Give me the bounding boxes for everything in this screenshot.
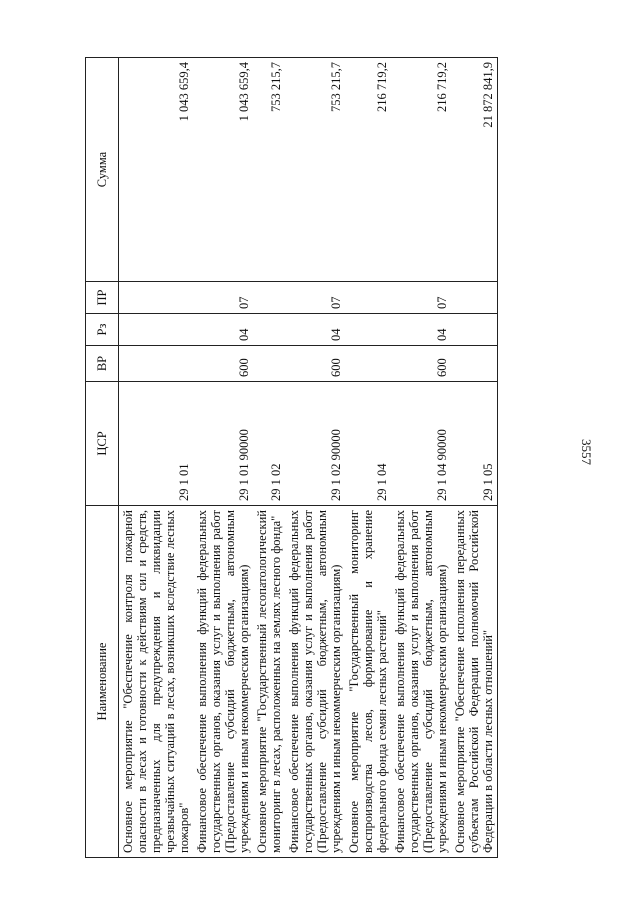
- row-name: Финансовое обеспечение выполнения функций федеральных государственных органов, оказания услуг и выполнения работ (Предоставление субсидий бюджетным, автономным учреждениям и иным некоммерческим организациям): [391, 506, 451, 858]
- row-csr: 29 1 01 90000: [193, 382, 253, 506]
- row-vr: 600: [391, 346, 451, 382]
- header-name: Наименование: [86, 506, 119, 858]
- row-rz: [253, 314, 285, 346]
- row-name: Финансовое обеспечение выполнения функций федеральных государственных органов, оказания услуг и выполнения работ (Предоставление субсидий бюджетным, автономным учреждениям и иным некоммерческим организациям): [285, 506, 345, 858]
- row-name: Основное мероприятие "Государственный лесопатологический мониторинг в лесах, расположенных на землях лесного фонда": [253, 506, 285, 858]
- table-row: [285, 58, 345, 858]
- row-pr: 07: [391, 282, 451, 314]
- row-sum: 753 215,7: [285, 58, 345, 282]
- row-pr: [345, 282, 391, 314]
- row-name: Основное мероприятие "Государственный мониторинг воспроизводства лесов, формирование и хранение федерального фонда семян лесных растений": [345, 506, 391, 858]
- header-csr: ЦСР: [86, 382, 119, 506]
- row-rz: 04: [193, 314, 253, 346]
- row-csr: 29 1 01: [119, 382, 194, 506]
- row-rz: [345, 314, 391, 346]
- row-name: Финансовое обеспечение выполнения функций федеральных государственных органов, оказания услуг и выполнения работ (Предоставление субсидий бюджетным, автономным учреждениям и иным некоммерческим организациям): [193, 506, 253, 858]
- header-vr: ВР: [86, 346, 119, 382]
- row-name: Основное мероприятие "Обеспечение исполнения переданных субъектам Российской Федерации полномочий Российской Федерации в области лесных отношений": [451, 506, 498, 858]
- row-pr: [451, 282, 498, 314]
- table-header-row: [86, 58, 119, 858]
- row-sum: 1 043 659,4: [119, 58, 194, 282]
- row-csr: 29 1 02 90000: [285, 382, 345, 506]
- row-rz: 04: [391, 314, 451, 346]
- row-rz: 04: [285, 314, 345, 346]
- table-row: [253, 58, 285, 858]
- row-sum: 216 719,2: [345, 58, 391, 282]
- row-vr: [253, 346, 285, 382]
- table-row: [193, 58, 253, 858]
- header-pr: ПР: [86, 282, 119, 314]
- row-csr: 29 1 05: [451, 382, 498, 506]
- row-pr: [253, 282, 285, 314]
- row-rz: [451, 314, 498, 346]
- budget-table-container: [85, 58, 529, 858]
- row-name: Основное мероприятие "Обеспечение контроля пожарной опасности в лесах и готовности к действиям сил и средств, предназначенных для предупреждения и ликвидации чрезвычайных ситуаций в лесах, возникших вследствие лесных пожаров": [119, 506, 194, 858]
- row-vr: [345, 346, 391, 382]
- row-pr: 07: [285, 282, 345, 314]
- row-rz: [119, 314, 194, 346]
- row-sum: 216 719,2: [391, 58, 451, 282]
- row-vr: [451, 346, 498, 382]
- row-csr: 29 1 02: [253, 382, 285, 506]
- row-vr: [119, 346, 194, 382]
- header-rz: Рз: [86, 314, 119, 346]
- header-sum: Сумма: [86, 58, 119, 282]
- row-sum: 753 215,7: [253, 58, 285, 282]
- row-csr: 29 1 04: [345, 382, 391, 506]
- budget-table: [85, 57, 498, 858]
- table-row: [119, 58, 194, 858]
- row-csr: 29 1 04 90000: [391, 382, 451, 506]
- row-vr: 600: [193, 346, 253, 382]
- row-pr: [119, 282, 194, 314]
- table-row: [345, 58, 391, 858]
- row-vr: 600: [285, 346, 345, 382]
- table-row: [391, 58, 451, 858]
- row-sum: 1 043 659,4: [193, 58, 253, 282]
- row-pr: 07: [193, 282, 253, 314]
- row-sum: 21 872 841,9: [451, 58, 498, 282]
- page-number: 3557: [579, 439, 594, 465]
- table-row: [451, 58, 498, 858]
